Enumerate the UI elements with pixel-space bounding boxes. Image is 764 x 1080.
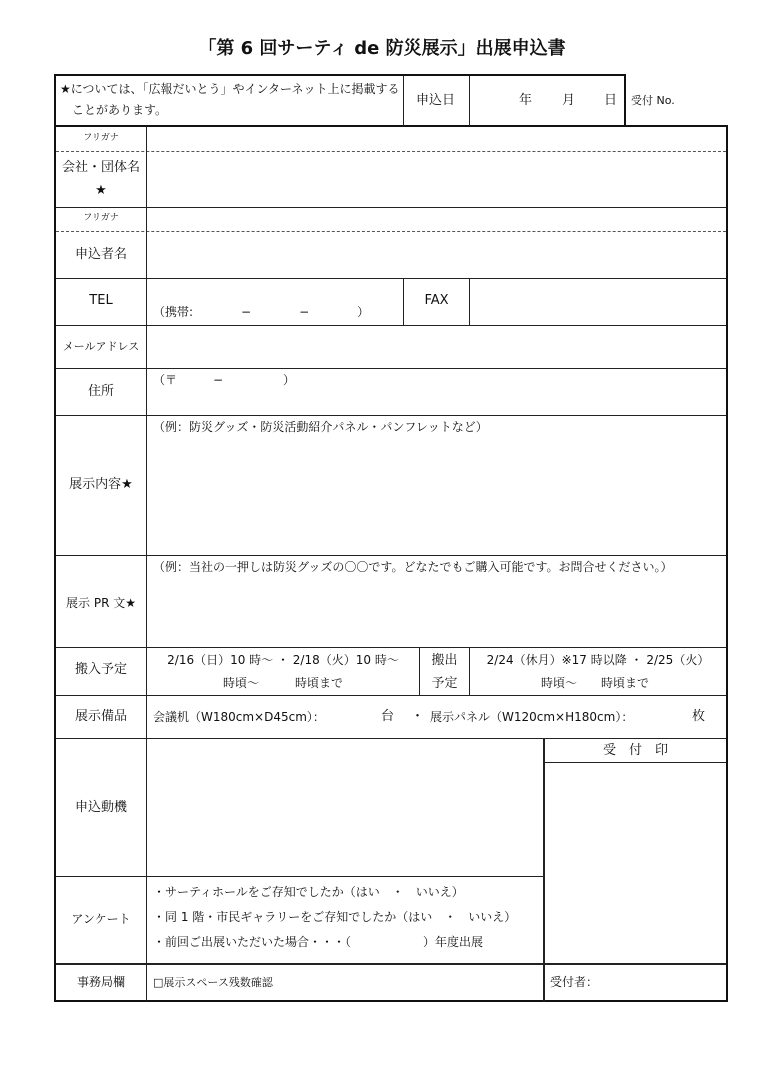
office-label: 事務局欄	[76, 975, 125, 989]
notice-line-2: ことがあります。	[72, 103, 168, 117]
divider	[56, 695, 726, 696]
survey-question-2[interactable]: ・同 1 階・市民ギャラリーをご存知でしたか（はい ・ いいえ）	[153, 910, 517, 924]
divider	[56, 647, 726, 648]
divider	[56, 151, 726, 152]
applicant-field[interactable]	[147, 233, 725, 277]
divider	[56, 325, 726, 326]
exhibit-example: （例：防災グッズ・防災活動紹介パネル・パンフレットなど）	[153, 420, 488, 434]
equipment-label: 展示備品	[74, 709, 127, 724]
address-label: 住所	[87, 384, 114, 399]
apply-date-label: 申込日	[416, 93, 456, 108]
panel-label: 展示パネル（W120cm×H180cm）：	[430, 710, 634, 724]
motive-field[interactable]	[147, 740, 542, 875]
divider	[56, 415, 726, 416]
exhibit-label: 展示内容★	[69, 477, 133, 492]
furigana-field[interactable]	[147, 209, 725, 230]
fax-label: FAX	[424, 293, 449, 308]
required-star: ★	[95, 183, 107, 198]
carry-in-time[interactable]: 時頃〜 時頃まで	[223, 676, 344, 690]
stamp-area[interactable]	[545, 764, 726, 962]
month-label[interactable]: 月	[562, 93, 576, 108]
divider	[544, 762, 726, 763]
tel-label: TEL	[89, 293, 113, 308]
motive-label: 申込動機	[74, 800, 127, 815]
carry-in-dates: 2/16（日）10 時〜 ・ 2/18（火）10 時〜	[167, 653, 399, 667]
divider	[56, 231, 726, 232]
furigana-field[interactable]	[147, 127, 725, 150]
fax-field[interactable]	[470, 280, 725, 324]
survey-question-3[interactable]: ・前回ご出展いただいた場合・・・（ ）年度出展	[153, 935, 484, 949]
divider	[56, 278, 726, 279]
office-check[interactable]: □展示スペース残数確認	[153, 976, 273, 989]
applicant-label: 申込者名	[74, 247, 127, 262]
survey-question-1[interactable]: ・サーティホールをご存知でしたか（はい ・ いいえ）	[153, 885, 464, 899]
day-label[interactable]: 日	[604, 93, 618, 108]
divider	[56, 555, 726, 556]
carry-in-label: 搬入予定	[74, 662, 127, 677]
carry-out-dates: 2/24（休月）※17 時以降 ・ 2/25（火）	[486, 653, 710, 667]
divider	[403, 76, 404, 126]
survey-label: アンケート	[71, 912, 131, 926]
divider	[56, 738, 726, 739]
notice-line-1: ★については、「広報だいとう」やインターネット上に掲載する	[60, 82, 400, 96]
exhibit-field[interactable]	[147, 440, 725, 554]
pr-example: （例：当社の一押しは防災グッズの〇〇です。どなたでもご購入可能です。お問合せください。）	[153, 560, 673, 574]
receiver-label: 受付者：	[550, 975, 599, 989]
email-label: メールアドレス	[62, 340, 140, 353]
company-label: 会社・団体名	[61, 160, 140, 175]
email-field[interactable]	[147, 327, 725, 367]
furigana-label: フリガナ	[83, 133, 119, 143]
year-label[interactable]: 年	[519, 93, 533, 108]
pr-label: 展示 PR 文★	[66, 596, 136, 610]
divider	[56, 876, 544, 877]
desk-unit[interactable]: 台	[381, 709, 395, 724]
postal-field[interactable]: （〒 − ）	[153, 373, 296, 387]
panel-unit[interactable]: 枚	[692, 709, 706, 724]
divider	[56, 368, 726, 369]
stamp-label: 受 付 印	[602, 743, 668, 758]
receipt-no-label: 受付 No.	[631, 94, 675, 107]
divider	[56, 963, 726, 965]
pr-field[interactable]	[147, 580, 725, 646]
carry-out-time[interactable]: 時頃〜 時頃まで	[541, 676, 650, 690]
page-title: 「第 6 回サーティ de 防災展示」出展申込書	[198, 38, 566, 59]
mobile-field[interactable]: （携帯: − − ）	[153, 305, 370, 319]
divider	[56, 207, 726, 208]
desk-label: 会議机（W180cm×D45cm）：	[153, 710, 325, 724]
carry-out-label: 搬出	[431, 653, 458, 668]
company-field[interactable]	[147, 153, 725, 206]
furigana-label: フリガナ	[83, 213, 119, 223]
carry-out-label: 予定	[431, 676, 458, 691]
divider	[469, 76, 470, 126]
separator-dot: ・	[411, 709, 425, 724]
